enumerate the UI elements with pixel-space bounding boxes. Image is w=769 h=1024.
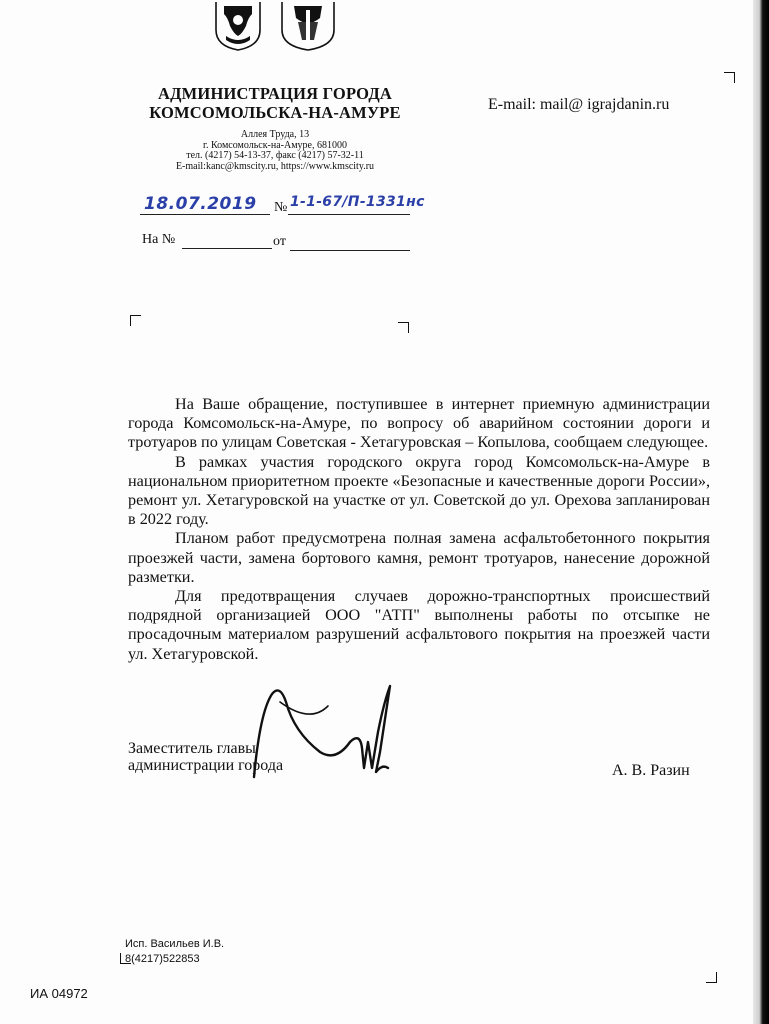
org-name-line1: АДМИНИСТРАЦИЯ ГОРОДА — [157, 84, 393, 103]
executor-phone: 8(4217)522853 — [125, 953, 200, 965]
body-paragraph-1: На Ваше обращение, поступившее в интернет приемную администрации города Комсомольск-на-Амуре, по вопросу об аварийном состоянии дороги и тротуаров по улицам Советская - Хетагуровская – Копылова, сообщаем следующее. — [128, 395, 710, 452]
reference-from-label: от — [273, 234, 286, 249]
recipient-email: E-mail: mail@ igrajdanin.ru — [488, 96, 670, 113]
reference-underline — [182, 248, 272, 249]
address-email: E-mail:kanc@kmscity.ru, https://www.kmscity.ru — [175, 160, 375, 172]
body-paragraph-2: В рамках участия городского округа город Комсомольск-на-Амуре в национальном приоритетном проекте «Безопасные и качественные дороги России», ремонт ул. Хетагуровской на участке от ул. Советской до ул. Орехова запланирован в 2022 году. — [128, 452, 710, 529]
number-label: № — [274, 200, 288, 215]
archive-code: ИА 04972 — [30, 986, 88, 1001]
body-paragraph-3: Планом работ предусмотрена полная замена асфальтобетонного покрытия проезжей части, замена бортового камня, ремонт тротуаров, нанесение дорожной разметки. — [128, 529, 710, 586]
signatory-title-line1: Заместитель главы — [128, 740, 256, 757]
address-city: г. Комсомольск-на-Амуре, 681000 — [202, 139, 347, 151]
handwritten-signature — [250, 672, 410, 782]
organization-name — [130, 84, 420, 122]
corner-mark-bottom-left — [120, 953, 131, 964]
executor-name: Исп. Васильев И.В. — [125, 938, 225, 950]
handwritten-number: 1-1-67/П-1331нс — [290, 194, 425, 210]
signatory-name: А. В. Разин — [612, 762, 690, 779]
address-phone: тел. (4217) 54-13-37, факс (4217) 57-32-11 — [186, 150, 364, 162]
date-underline — [140, 214, 270, 215]
executor-info — [125, 937, 224, 967]
number-underline — [288, 214, 410, 215]
address-street: Аллея Труда, 13 — [240, 129, 310, 140]
corner-mark-bottom-right — [706, 972, 717, 983]
corner-mark-address-left — [130, 315, 141, 326]
body-paragraph-4: Для предотвращения случаев дорожно-транспортных происшествий подрядной организацией ООО "АТП" выполнены работы по отсыпке не просадочным материалом разрушений асфальтового покрытия на проезжей части ул. Хетагуровской. — [128, 587, 710, 663]
letter-body — [128, 395, 710, 664]
handwritten-date: 18.07.2019 — [144, 194, 257, 214]
signatory-title-line2: администрации города — [128, 757, 284, 774]
coat-of-arms-emblems — [212, 0, 342, 52]
org-name-line2: КОМСОМОЛЬСКА-НА-АМУРЕ — [149, 103, 401, 122]
corner-mark-top-right — [724, 72, 735, 83]
scan-edge-shadow — [753, 0, 769, 1024]
reference-from-underline — [290, 250, 410, 251]
corner-mark-address-right — [398, 322, 409, 333]
reference-label: На № — [142, 232, 176, 247]
organization-address — [150, 130, 400, 172]
